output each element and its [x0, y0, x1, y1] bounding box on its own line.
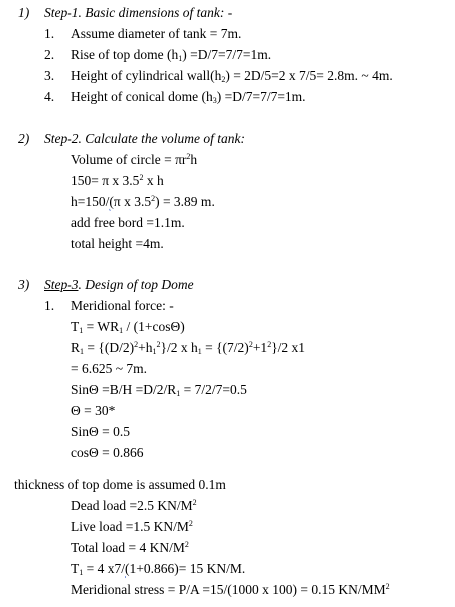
step1-item-3-number: 3.	[44, 68, 55, 83]
step3-heading: Step-3. Design of top Dome	[44, 277, 194, 292]
dead-load-line: Dead load =2.5 $KN/M^2$	[71, 498, 197, 513]
cos-theta-value: cosΘ = 0.866	[71, 445, 144, 460]
step3-item-1-number: 1.	[44, 298, 55, 313]
sin-theta-formula: $Sin\Theta =B/H =D/2/R_1 = 7/2/7=0.5$	[71, 382, 247, 398]
volume-formula-line: Volume of circle = $\pi r^2h$	[71, 152, 198, 167]
total-load-line: Total load = 4 $KN/M^2$	[71, 540, 189, 555]
spellcheck-mark: (	[109, 194, 114, 209]
free-board-line: add free bord =1.1m.	[71, 215, 185, 230]
meridional-force-result: $T_1 = 4$ x7/(1+0.866)= 15 KN/M.	[71, 561, 246, 577]
radius-result: = 6.625 ~ 7m.	[71, 361, 148, 376]
step1-item-4-text: Height of conical dome $(h_3) =D/7=7/7=1m$.	[71, 89, 306, 105]
step1-item-4-number: 4.	[44, 89, 55, 104]
step1-item-2-number: 2.	[44, 47, 55, 62]
total-height-line: total height =4m.	[71, 236, 164, 251]
dome-thickness-text: thickness of top dome is assumed 0.1m	[14, 477, 226, 492]
theta-value: Θ = 30*	[71, 403, 116, 418]
step1-item-1-text: Assume diameter of tank = 7m.	[71, 26, 242, 41]
spellcheck-mark: (	[125, 561, 130, 576]
step1-number: 1)	[18, 5, 30, 20]
step1-item-2-text: Rise of top dome $(h_1) =D/7=7/7=1m$.	[71, 47, 272, 63]
step1-item-3-text: Height of cylindrical $wall(h_2) = 2D/5=2$ x 7/5= 2.8m. ~ 4m.	[71, 68, 393, 84]
step2-heading: Step-2. Calculate the volume of tank:	[44, 131, 245, 146]
live-load-line: Live load =1.5 $KN/M^2$	[71, 519, 193, 534]
height-calc-line: h=150/(π x $3.5^2) = 3.89$ m.	[71, 194, 215, 209]
radius-formula: $R_1 = \{(D/2)^2+h_1^2\}/2$ x $h_1 = \{(7/2)^2+1^2\}/2$ x1	[71, 340, 306, 356]
meridional-force-formula: $T_1 = WR_1 / (1+\cos\Theta)$	[71, 319, 185, 335]
sin-theta-value: SinΘ = 0.5	[71, 424, 130, 439]
step3-item-1-text: Meridional force: -	[71, 298, 174, 313]
step2-number: 2)	[18, 131, 30, 146]
volume-equation-line: 150= π x $3.5^2$ x h	[71, 173, 164, 188]
step1-heading: Step-1. Basic dimensions of tank: -	[44, 5, 233, 20]
step1-item-1-number: 1.	[44, 26, 55, 41]
meridional-stress-line: Meridional stress = P/A =15/(1000 x 100) = 0.15 $KN/MM^2$	[71, 582, 390, 597]
step3-number: 3)	[18, 277, 30, 292]
